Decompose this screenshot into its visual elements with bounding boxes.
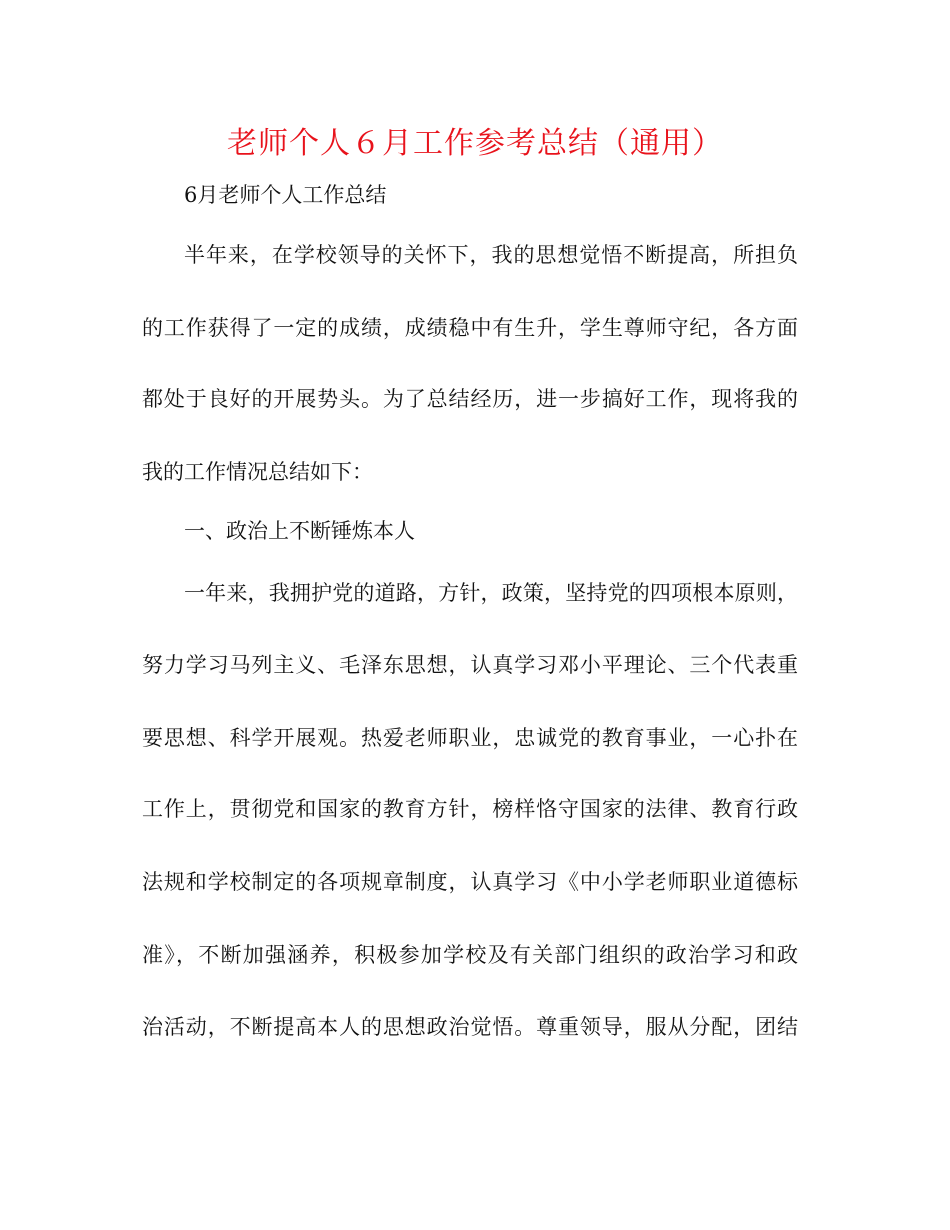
document-subtitle: 6月老师个人工作总结 <box>184 183 387 207</box>
paragraph-line: 要思想、科学开展观。热爱老师职业，忠诚党的教育事业，一心扑在 <box>142 726 798 750</box>
paragraph-line: 准》，不断加强涵养，积极参加学校及有关部门组织的政治学习和政 <box>142 943 798 967</box>
paragraph-line: 努力学习马列主义、毛泽东思想，认真学习邓小平理论、三个代表重 <box>142 653 798 677</box>
section-heading: 一、政治上不断锤炼本人 <box>184 519 415 543</box>
paragraph-line: 都处于良好的开展势头。为了总结经历，进一步搞好工作，现将我的 <box>142 387 798 411</box>
document-title: 老师个人６月工作参考总结（通用） <box>227 126 723 161</box>
paragraph-line: 一年来，我拥护党的道路，方针，政策，坚持党的四项根本原则， <box>184 581 798 605</box>
paragraph-line: 法规和学校制定的各项规章制度，认真学习《中小学老师职业道德标 <box>142 870 798 894</box>
paragraph-line: 的工作获得了一定的成绩，成绩稳中有生升，学生尊师守纪，各方面 <box>142 316 798 340</box>
paragraph-line: 我的工作情况总结如下： <box>142 460 373 484</box>
paragraph-line: 治活动，不断提高本人的思想政治觉悟。尊重领导，服从分配，团结 <box>142 1015 798 1039</box>
paragraph-line: 工作上，贯彻党和国家的教育方针，榜样恪守国家的法律、教育行政 <box>142 797 798 821</box>
paragraph-line: 半年来，在学校领导的关怀下，我的思想觉悟不断提高，所担负 <box>184 243 798 267</box>
